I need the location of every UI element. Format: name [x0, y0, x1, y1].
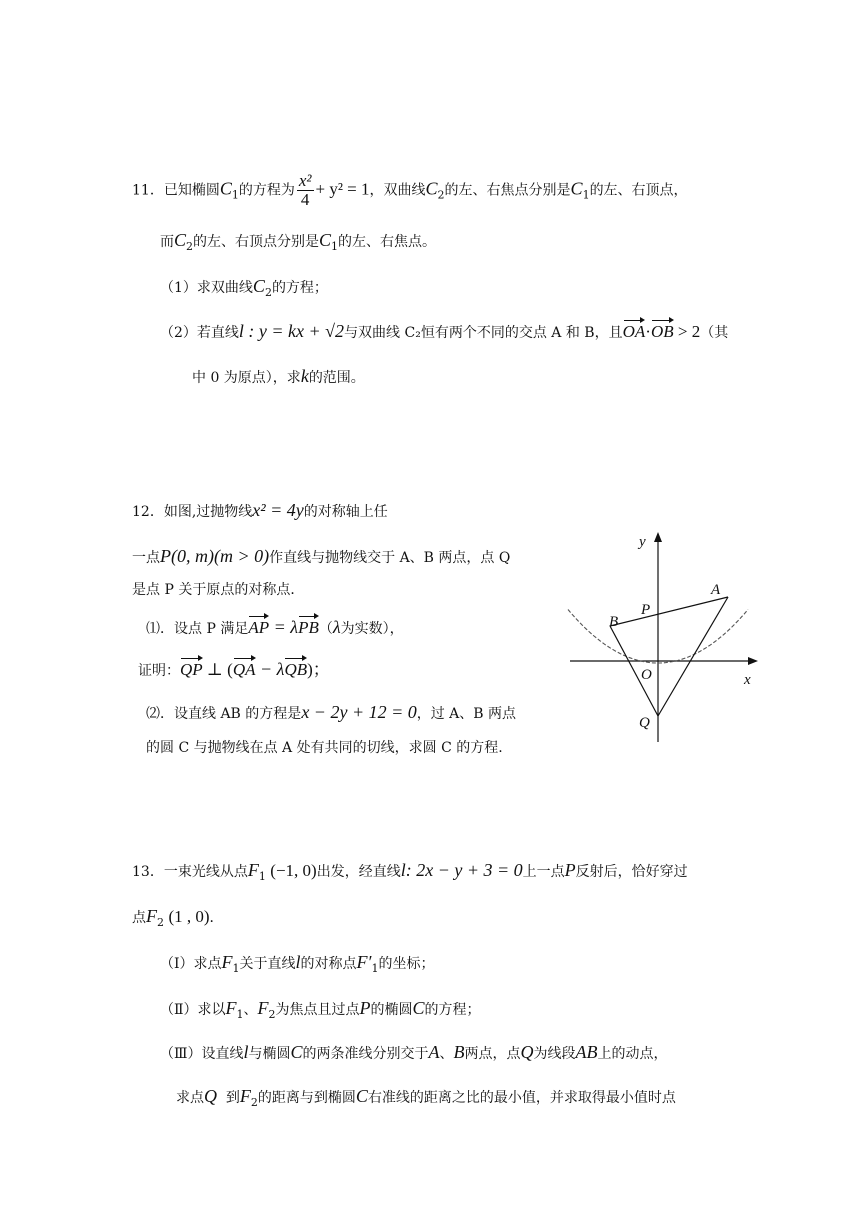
c2-symbol: C	[252, 276, 265, 296]
p11-text: 的左、右焦点分别是	[444, 182, 571, 199]
p12-line3	[132, 580, 304, 600]
c1-sub: 1	[231, 188, 239, 202]
p13-text: （Ⅰ）求点	[160, 956, 222, 972]
f1-symbol: F	[247, 860, 259, 880]
p13-text: 的椭圆	[370, 1002, 413, 1018]
minus-lambda: − λ	[255, 659, 285, 679]
vector-pb: PB	[298, 618, 319, 637]
f1-prime-symbol: F′	[356, 952, 372, 972]
p12-sub2	[146, 702, 516, 724]
p11-lead: 11．已知椭圆	[132, 182, 220, 199]
p13-text: 上一点	[522, 864, 565, 880]
c2-sub: 2	[264, 285, 272, 299]
p11-text: 的方程为	[238, 182, 295, 199]
p13-text: （Ⅲ）设直线	[160, 1046, 244, 1062]
label-y: y	[639, 534, 646, 550]
frac-num: x²	[298, 171, 312, 190]
p11-text: 的方程；	[271, 280, 328, 296]
vector-qp: QP	[180, 660, 203, 679]
ellipse-fraction	[297, 172, 314, 209]
p11-text: （其	[700, 325, 729, 341]
c2-symbol: C	[425, 178, 438, 199]
p13-text: 的坐标；	[378, 956, 435, 972]
ab-symbol: AB	[575, 1042, 598, 1062]
p11-text: ，双曲线	[369, 182, 426, 199]
ellipse-eq-tail: + y² = 1	[315, 179, 370, 199]
l-symbol: l	[295, 952, 301, 972]
f1-symbol: F	[221, 952, 233, 972]
parabola-figure	[560, 528, 772, 750]
p13-text: 、	[243, 1002, 258, 1018]
label-x: x	[744, 672, 751, 688]
vector-ob: OB	[650, 322, 674, 341]
q-symbol: Q	[520, 1042, 534, 1062]
p12-text: 的对称轴上任	[303, 504, 388, 520]
f2-symbol: F	[239, 1086, 251, 1106]
p11-text: （2）若直线	[160, 325, 239, 341]
p12-text: 的圆 C 与抛物线在点 A 处有共同的切线，求圆 C 的方程.	[146, 740, 503, 756]
f2-sub: 2	[157, 915, 164, 929]
f1-symbol: F	[225, 998, 237, 1018]
vector-qa: QA	[232, 660, 256, 679]
line-l-equation: : 2x − y + 3 = 0	[405, 860, 523, 880]
p13-line2	[132, 906, 224, 933]
p13-text: 求点	[176, 1090, 204, 1106]
p13-text: 、	[439, 1046, 454, 1062]
c1-symbol: C	[319, 230, 332, 250]
p13-text: 到	[225, 1090, 240, 1106]
f2-coord: (1 , 0)	[168, 907, 210, 926]
p12-line1	[132, 500, 388, 522]
frac-den: 4	[300, 190, 310, 209]
f2-symbol: F	[257, 998, 269, 1018]
p13-text: 为线段	[533, 1046, 576, 1062]
p12-text: 证明：	[138, 663, 180, 679]
p12-text: 作直线与抛物线交于 A、B 两点，点 Q	[269, 550, 511, 566]
p13-text: ．	[209, 910, 224, 926]
vector-oa: OA	[622, 322, 646, 341]
p12-text: （	[318, 621, 333, 637]
p11-line1	[132, 172, 688, 209]
p13-text: 上的动点，	[597, 1046, 668, 1062]
p-symbol: P	[564, 860, 576, 880]
vector-ap: AP	[248, 618, 270, 637]
p12-text: 12．如图,过抛物线	[132, 504, 253, 520]
line-qa	[658, 597, 728, 716]
line-ab-equation: x − 2y + 12 = 0	[301, 702, 417, 722]
p13-text: （Ⅱ）求以	[160, 1002, 226, 1018]
c1-sub: 1	[331, 239, 339, 253]
k-symbol: k	[300, 366, 309, 386]
p13-question2	[160, 998, 481, 1025]
parabola-equation: x² = 4y	[252, 500, 304, 520]
p13-text: 的距离与到椭圆	[257, 1090, 356, 1106]
p13-text: 与椭圆	[248, 1046, 291, 1062]
p11-text: （1）求双曲线	[160, 280, 253, 296]
c2-symbol: C	[174, 230, 187, 250]
f1-sub: 1	[232, 961, 240, 975]
p-symbol: P	[359, 998, 371, 1018]
f2-sub: 2	[250, 1095, 258, 1109]
p11-question2-cont	[192, 366, 365, 388]
f1-sub: 1	[258, 869, 266, 883]
a-symbol: A	[428, 1042, 440, 1062]
p13-question1	[160, 952, 434, 979]
c-symbol: C	[412, 998, 425, 1018]
p13-text: 右准线的距离之比的最小值，并求取得最小值时点	[367, 1090, 676, 1106]
p13-line1	[132, 860, 688, 887]
p11-question2	[160, 320, 728, 343]
f2-sub: 2	[268, 1007, 276, 1021]
p11-text: 的左、右顶点，	[589, 182, 688, 199]
p12-proof	[138, 658, 330, 681]
p12-sub2-cont	[146, 738, 503, 758]
label-o: O	[641, 667, 652, 683]
f1-sub: 1	[236, 1007, 244, 1021]
close-paren: )；	[307, 660, 330, 679]
point-p-def: P(0, m)(m > 0)	[160, 546, 270, 566]
c1-symbol: C	[570, 178, 583, 199]
p12-sub1	[146, 616, 404, 639]
p13-question3-cont	[176, 1086, 676, 1113]
p12-text: 是点 P 关于原点的对称点．	[132, 582, 305, 598]
line-equation: l : y = kx + √2	[238, 321, 345, 341]
c-symbol: C	[355, 1086, 368, 1106]
p13-text: 出发，经直线	[316, 864, 401, 880]
q-symbol: Q	[204, 1086, 217, 1106]
p13-text: 的方程；	[424, 1002, 481, 1018]
c2-sub: 2	[186, 239, 194, 253]
equals-lambda: = λ	[269, 617, 299, 637]
p11-text: 而	[160, 234, 174, 250]
label-b: B	[609, 614, 619, 630]
p11-text: 与双曲线 C₂恒有两个不同的交点 A 和 B，且	[344, 325, 623, 341]
p11-line2	[160, 230, 436, 257]
p12-line2	[132, 546, 510, 568]
c1-sub: 1	[582, 188, 590, 202]
lambda-symbol: λ	[332, 617, 341, 637]
p12-text: 为实数），	[340, 621, 404, 637]
dot-operator: ·	[645, 322, 651, 341]
l-symbol: l	[400, 860, 406, 880]
label-q: Q	[639, 715, 650, 731]
p11-text: 的左、右焦点。	[338, 234, 437, 250]
label-a: A	[711, 582, 721, 598]
p13-text: 为焦点且过点	[275, 1002, 360, 1018]
p13-text: 关于直线	[239, 956, 296, 972]
perp-symbol: ⊥ (	[202, 660, 233, 679]
y-axis-arrow-icon	[654, 532, 662, 542]
p13-text: 13．一束光线从点	[132, 864, 248, 880]
p12-text: 一点	[132, 550, 160, 566]
p11-text: 的左、右顶点分别是	[193, 234, 320, 250]
p11-text: 中 0 为原点），求	[192, 370, 301, 386]
p12-text: ⑵．设直线 AB 的方程是	[146, 706, 302, 722]
p13-text: 的两条准线分别交于	[302, 1046, 429, 1062]
p12-text: ⑴．设点 P 满足	[146, 621, 249, 637]
f2-symbol: F	[146, 906, 157, 926]
f1-prime-sub: 1	[371, 961, 379, 975]
inequality: > 2	[673, 322, 701, 341]
p13-text: 反射后，恰好穿过	[575, 864, 688, 880]
p13-text: 两点，点	[464, 1046, 521, 1062]
b-symbol: B	[453, 1042, 465, 1062]
chord-ab	[610, 597, 728, 626]
p11-text: 的范围。	[308, 370, 365, 386]
label-p: P	[641, 602, 651, 618]
p12-text: ，过 A、B 两点	[416, 706, 517, 722]
c2-sub: 2	[437, 188, 445, 202]
c1-symbol: C	[219, 178, 232, 199]
p13-question3	[160, 1042, 668, 1064]
f1-coord: (−1, 0)	[270, 861, 317, 880]
p13-text: 的对称点	[300, 956, 357, 972]
p11-question1	[160, 276, 328, 303]
x-axis-arrow-icon	[748, 657, 758, 665]
vector-qb: QB	[284, 660, 308, 679]
c-symbol: C	[290, 1042, 303, 1062]
l-symbol: l	[243, 1042, 249, 1062]
p13-text: 点	[132, 910, 146, 926]
